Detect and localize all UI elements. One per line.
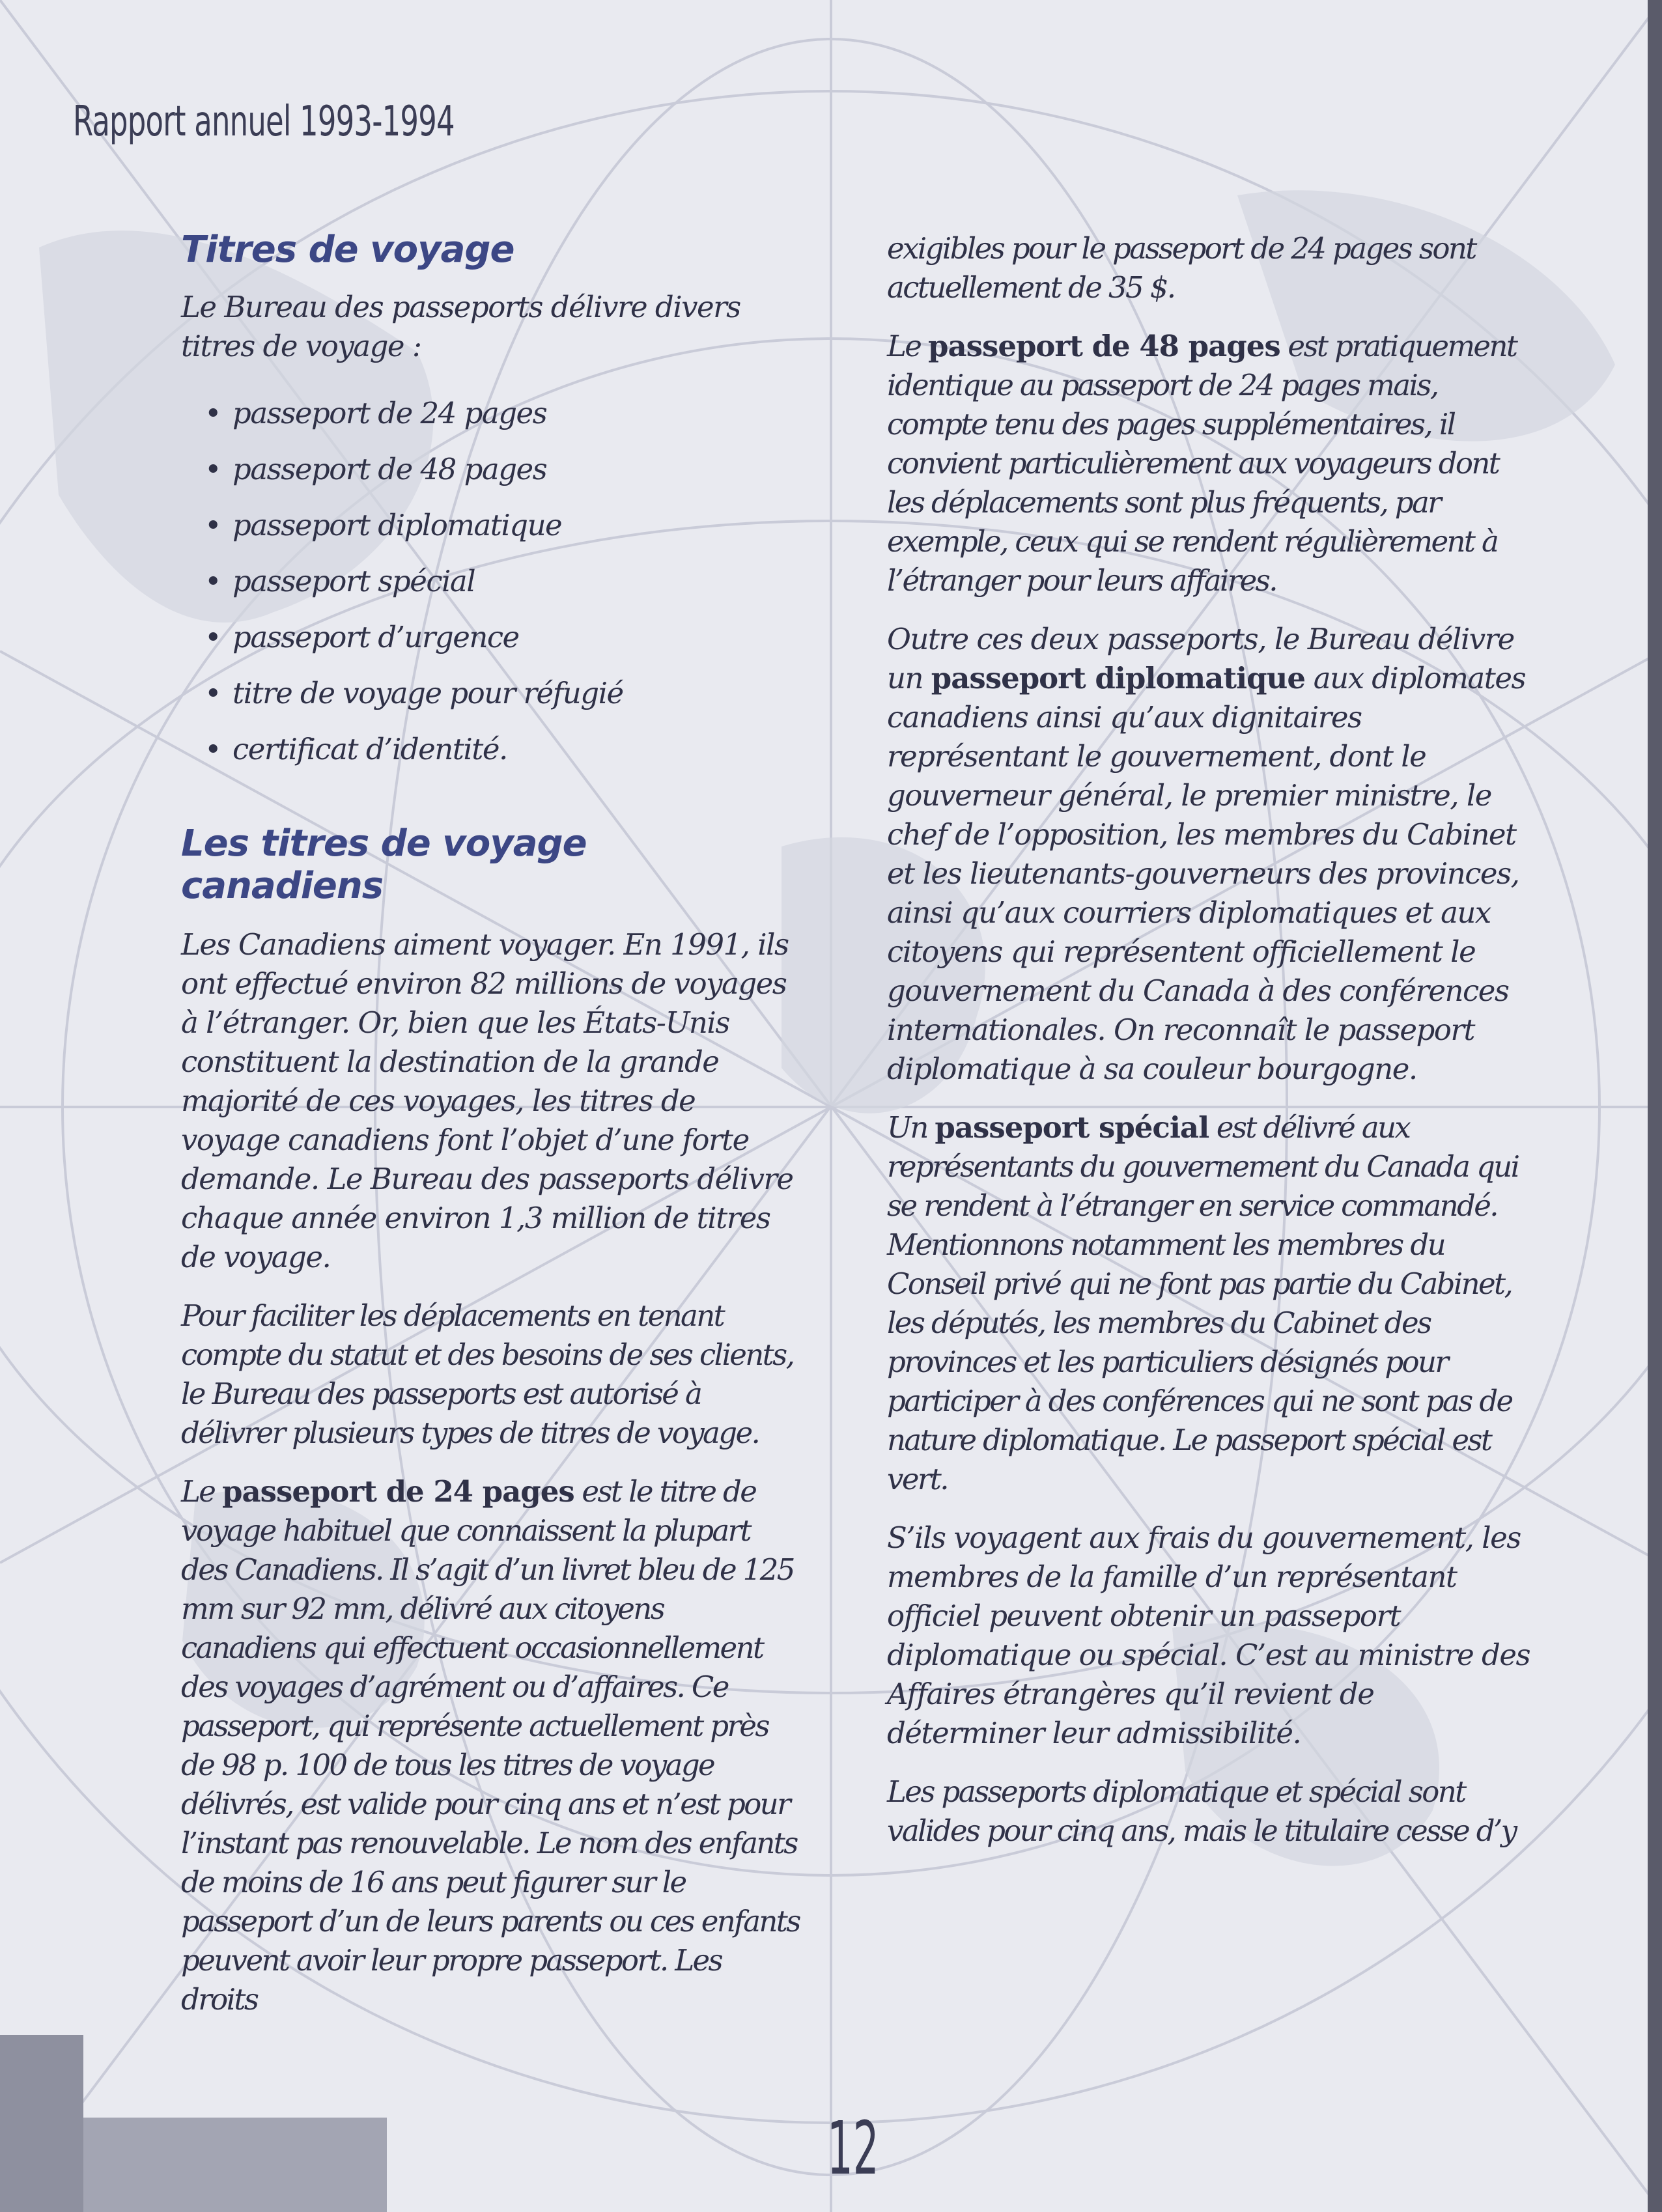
paragraph-passeport-24 xyxy=(181,1472,800,2019)
page-edge xyxy=(1648,0,1662,2212)
term-passeport-48: passeport de 48 pages xyxy=(928,329,1280,363)
paragraph-famille: S’ils voyagent aux frais du gouvernement, les membres de la famille d’un représentant officiel peuvent obtenir un passeport diplomatique ou spécial. C’est au ministre des Affaires étrangères qu’il revient de déterminer leur admissibilité. xyxy=(887,1520,1530,1750)
paragraph-canadiens: Les Canadiens aiment voyager. En 1991, ils ont effectué environ 82 millions de voyages à l’étranger. Or, bien que les États-Unis constituent la destination de la grande majorité de ces voyages, les titres de voyage canadiens font l’objet d’une forte demande. Le Bureau des passeports délivre chaque année environ 1,3 million de titres de voyage. xyxy=(181,927,793,1275)
paragraph-passeport-48 xyxy=(887,327,1538,600)
text-rest: est le titre de voyage habituel que connaissent la plupart des Canadiens. Il s’agit d’un livret bleu de 125 mm sur 92 mm, délivré aux citoyens canadiens qui effectuent occasionnellement des voyages d’agrément ou d’affaires. Ce passeport, qui représente actuellement près de 98 p. 100 de tous les titres de voyage délivrés, est valide pour cinq ans et n’est pour l’instant pas renouvelable. Le nom des enfants de moins de 16 ans peut figurer sur le passeport d’un de leurs parents ou ces enfants peuvent avoir leur propre passeport. Les droits xyxy=(181,1474,800,2017)
text-prefix: Un xyxy=(887,1110,935,1145)
text-rest: est délivré aux représentants du gouvernement du Canada qui se rendent à l’étranger en service commandé. Mentionnons notamment les membres du Conseil privé qui ne font pas partie du Cabinet, les députés, les membres du Cabinet des provinces et les particuliers désignés pour participer à des conférences qui ne sont pas de nature diplomatique. Le passeport spécial est vert. xyxy=(887,1110,1519,1496)
right-column xyxy=(887,229,1538,1870)
page-number: 12 xyxy=(827,2107,879,2191)
section-heading-titres: Titres de voyage xyxy=(181,229,514,271)
text-prefix: Outre ces deux passeports, le Bureau délivre un xyxy=(887,622,1514,695)
list-item: • titre de voyage pour réfugié xyxy=(204,665,800,721)
corner-decoration xyxy=(0,2035,83,2212)
text-rest: aux diplomates canadiens ainsi qu’aux dignitaires représentant le gouvernement, dont le gouverneur général, le premier ministre, le chef de l’opposition, les membres du Cabinet et les lieutenants-gouverneurs des provinces, ainsi qu’aux courriers diplomatiques et aux citoyens qui représentent officiellement le gouvernement du Canada à des conférences internationales. On reconnaît le passeport diplomatique à sa couleur bourgogne. xyxy=(887,661,1526,1086)
document-types-list xyxy=(204,385,800,777)
list-item: • passeport diplomatique xyxy=(204,497,800,553)
text-prefix: Le xyxy=(181,1474,223,1509)
list-item: • passeport spécial xyxy=(204,553,800,609)
list-item: • certificat d’identité. xyxy=(204,721,800,777)
paragraph-passeport-diplomatique xyxy=(887,620,1538,1089)
intro-paragraph: Le Bureau des passeports délivre divers titres de voyage : xyxy=(181,290,740,364)
list-item: • passeport d’urgence xyxy=(204,609,800,665)
term-passeport-special: passeport spécial xyxy=(935,1110,1209,1145)
section-heading-canadiens: Les titres de voyage canadiens xyxy=(181,822,587,907)
left-column xyxy=(181,229,800,2039)
paragraph-faciliter: Pour faciliter les déplacements en tenant compte du statut et des besoins de ses clients, le Bureau des passeports est autorisé à délivrer plusieurs types de titres de voyage. xyxy=(181,1298,794,1451)
text-rest: est pratiquement identique au passeport de 24 pages mais, compte tenu des pages supplémentaires, il convient particulièrement aux voyageurs dont les déplacements sont plus fréquents, par exemple, ceux qui se rendent régulièrement à l’étranger pour leurs affaires. xyxy=(887,329,1517,598)
term-passeport-24: passeport de 24 pages xyxy=(222,1474,574,1509)
corner-decoration-bar xyxy=(83,2118,387,2212)
running-head: Rapport annuel 1993-1994 xyxy=(73,98,455,146)
paragraph-passeport-special xyxy=(887,1108,1538,1499)
text-prefix: Le xyxy=(887,329,929,363)
term-passeport-diplomatique: passeport diplomatique xyxy=(931,661,1305,695)
list-item: • passeport de 48 pages xyxy=(204,441,800,497)
paragraph-valides: Les passeports diplomatique et spécial sont valides pour cinq ans, mais le titulaire cesse d’y xyxy=(887,1774,1516,1848)
paragraph-continuation: exigibles pour le passeport de 24 pages sont actuellement de 35 $. xyxy=(887,231,1476,305)
list-item: • passeport de 24 pages xyxy=(204,385,800,441)
